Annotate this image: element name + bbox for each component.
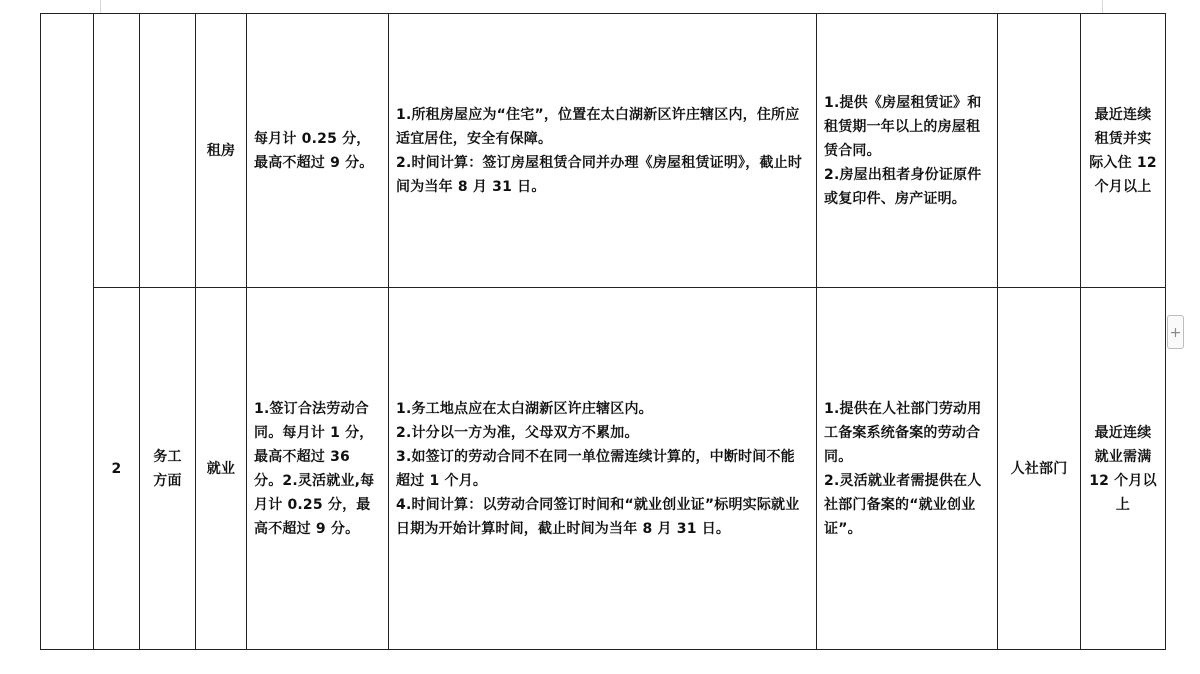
table-row-rent [41, 14, 1166, 288]
score-cell: 每月计 0.25 分，最高不超过 9 分。 [247, 14, 389, 288]
material-line: 2.房屋出租者身份证原件或复印件、房产证明。 [824, 166, 982, 207]
requirement-line: 1.所租房屋应为“住宅”，位置在太白湖新区许庄辖区内，住所应适宜居住，安全有保障。 [396, 106, 800, 147]
row-number-cell: 2 [94, 288, 140, 650]
material-line: 1.提供在人社部门劳动用工备案系统备案的劳动合同。 [824, 400, 982, 465]
material-line: 2.灵活就业者需提供在人社部门备案的“就业创业证”。 [824, 472, 982, 537]
department-cell [998, 14, 1081, 288]
requirements-cell [389, 288, 817, 650]
requirement-line: 3.如签订的劳动合同不在同一单位需连续计算的，中断时间不能超过 1 个月。 [396, 448, 795, 489]
materials-cell [817, 14, 998, 288]
department-cell: 人社部门 [998, 288, 1081, 650]
item-cell: 就业 [196, 288, 247, 650]
category-cell: 务工方面 [140, 288, 196, 650]
category-cell [140, 14, 196, 288]
requirement-line: 2.时间计算：签订房屋租赁合同并办理《房屋租赁证明》，截止时间为当年 8 月 31 日。 [396, 154, 803, 195]
item-cell: 租房 [196, 14, 247, 288]
outer-merged-cell [41, 14, 94, 650]
margin-guide-left [100, 0, 101, 14]
material-line: 1.提供《房屋租赁证》和租赁期一年以上的房屋租赁合同。 [824, 94, 982, 159]
requirement-line: 4.时间计算：以劳动合同签订时间和“就业创业证”标明实际就业日期为开始计算时间，截止时间为当年 8 月 31 日。 [396, 496, 800, 537]
standard-cell: 最近连续租赁并实际入住 12 个月以上 [1081, 14, 1166, 288]
score-cell: 1.签订合法劳动合同。每月计 1 分，最高不超过 36 分。2.灵活就业,每月计 0.25 分，最高不超过 9 分。 [247, 288, 389, 650]
points-table [40, 13, 1166, 650]
margin-guide-right [1102, 0, 1103, 14]
materials-cell [817, 288, 998, 650]
requirements-cell [389, 14, 817, 288]
requirement-line: 1.务工地点应在太白湖新区许庄辖区内。 [396, 400, 653, 417]
add-row-button[interactable]: + [1167, 315, 1184, 349]
requirement-line: 2.计分以一方为准，父母双方不累加。 [396, 424, 639, 441]
table-row-employment [41, 288, 1166, 650]
standard-cell: 最近连续就业需满 12 个月以上 [1081, 288, 1166, 650]
row-number-cell [94, 14, 140, 288]
